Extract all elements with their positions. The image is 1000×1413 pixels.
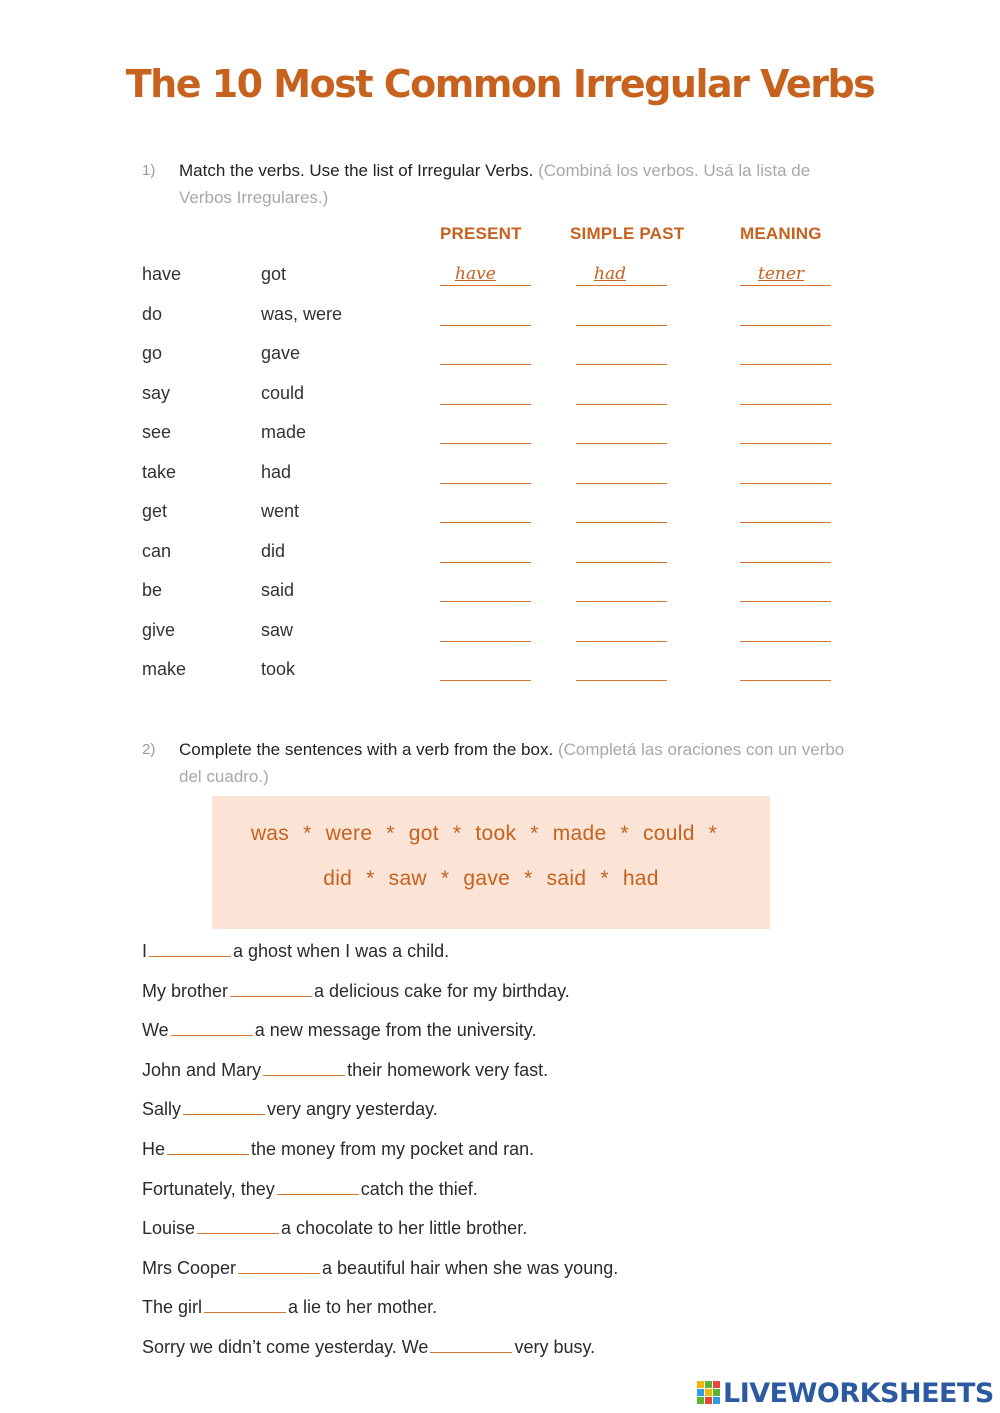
word-box-separator: *	[366, 867, 375, 890]
verb-left: get	[142, 501, 168, 521]
sentence-after: very angry yesterday.	[267, 1099, 438, 1120]
sentence-item	[142, 1297, 437, 1318]
brand-name: LIVEWORKSHEETS	[723, 1377, 994, 1409]
answer-blank-past[interactable]	[576, 679, 667, 681]
word-box-word: had	[622, 867, 659, 890]
answer-blank-meaning[interactable]	[740, 442, 831, 444]
example-answer-meaning: tener	[758, 264, 805, 284]
word-box-line-2	[212, 867, 770, 891]
verb-row	[0, 304, 1000, 344]
verb-right: was, were	[261, 303, 343, 324]
exercise-2-instruction-spanish: (Completá las oraciones con un verbo del cuadro.)	[179, 740, 845, 786]
answer-blank-meaning[interactable]	[740, 284, 831, 286]
sentence-before: Fortunately, they	[142, 1178, 275, 1199]
word-box-word: were	[325, 822, 373, 845]
column-header-simple-past: SIMPLE PAST	[570, 224, 685, 243]
verb-row	[0, 501, 1000, 541]
answer-blank-past[interactable]	[576, 403, 667, 405]
word-box-separator: *	[530, 822, 539, 845]
sentence-blank[interactable]	[263, 1062, 345, 1076]
column-header-present: PRESENT	[440, 224, 522, 243]
sentence-blank[interactable]	[277, 1181, 359, 1195]
sentence-item	[142, 1337, 595, 1358]
verb-row	[0, 620, 1000, 660]
verb-row	[0, 383, 1000, 423]
verb-right: went	[261, 501, 300, 521]
sentence-before: Louise	[142, 1218, 196, 1239]
word-box-separator: *	[386, 822, 395, 845]
word-box	[212, 796, 770, 929]
answer-blank-past[interactable]	[576, 640, 667, 642]
verb-left: do	[142, 303, 163, 324]
word-box-word: saw	[388, 867, 427, 890]
word-box-line-1	[212, 822, 770, 846]
answer-blank-past[interactable]	[576, 482, 667, 484]
answer-blank-meaning[interactable]	[740, 482, 831, 484]
answer-blank-present[interactable]	[440, 600, 531, 602]
sentence-after: a chocolate to her little brother.	[281, 1218, 528, 1239]
verb-right: took	[261, 659, 296, 679]
sentence-item	[142, 1020, 536, 1041]
verb-row	[0, 659, 1000, 699]
verb-right: made	[261, 422, 307, 442]
exercise-1-number: 1)	[142, 162, 156, 179]
word-box-word: took	[475, 822, 517, 845]
sentence-before: The girl	[142, 1297, 203, 1318]
verb-left: go	[142, 343, 163, 363]
exercise-1-instruction-spanish: (Combiná los verbos. Usá la lista de Verbos Irregulares.)	[179, 161, 811, 207]
verb-right: could	[261, 382, 305, 403]
sentence-after: catch the thief.	[360, 1178, 478, 1199]
sentence-before: John and Mary	[142, 1059, 262, 1080]
sentence-item	[142, 1218, 527, 1239]
word-box-word: did	[323, 867, 353, 890]
sentence-item	[142, 981, 570, 1002]
verb-right: said	[261, 580, 295, 600]
verb-left: can	[142, 540, 172, 561]
page-title: The 10 Most Common Irregular Verbs	[125, 62, 875, 106]
answer-blank-present[interactable]	[440, 640, 531, 642]
answer-blank-meaning[interactable]	[740, 640, 831, 642]
answer-blank-present[interactable]	[440, 561, 531, 563]
word-box-separator: *	[303, 822, 312, 845]
answer-blank-meaning[interactable]	[740, 561, 831, 563]
answer-blank-past[interactable]	[576, 442, 667, 444]
answer-blank-meaning[interactable]	[740, 363, 831, 365]
sentence-before: We	[142, 1020, 169, 1041]
sentence-before: I	[142, 941, 148, 961]
answer-blank-present[interactable]	[440, 284, 531, 286]
word-box-word: could	[642, 822, 695, 845]
sentence-item	[142, 1179, 478, 1200]
word-box-separator: *	[708, 822, 718, 845]
sentence-after: a lie to her mother.	[288, 1297, 438, 1318]
verb-right: had	[261, 461, 292, 482]
verb-row	[0, 580, 1000, 620]
verb-right: saw	[261, 619, 294, 640]
brand-footer	[697, 1378, 994, 1408]
sentence-before: Mrs Cooper	[142, 1257, 237, 1278]
verb-row	[0, 462, 1000, 502]
exercise-2-instruction-text: Complete the sentences with a verb from the box.	[179, 740, 554, 759]
exercise-2-instruction	[142, 736, 862, 790]
answer-blank-past[interactable]	[576, 284, 667, 286]
word-box-word: made	[552, 822, 607, 845]
sentence-blank[interactable]	[238, 1260, 320, 1274]
sentence-blank[interactable]	[204, 1299, 286, 1313]
sentence-item	[142, 941, 449, 962]
word-box-word: was	[250, 822, 290, 845]
sentence-after: their homework very fast.	[347, 1059, 549, 1080]
verb-left: give	[142, 619, 176, 640]
verb-left: take	[142, 461, 177, 482]
answer-blank-meaning[interactable]	[740, 600, 831, 602]
sentence-blank[interactable]	[230, 983, 312, 997]
sentence-before: He	[142, 1139, 166, 1159]
answer-blank-present[interactable]	[440, 403, 531, 405]
verb-row	[0, 343, 1000, 383]
word-box-separator: *	[440, 867, 450, 890]
sentence-before: My brother	[142, 980, 229, 1001]
exercise-1-instruction	[142, 157, 862, 211]
column-header-meaning: MEANING	[740, 224, 822, 243]
sentence-blank[interactable]	[167, 1141, 249, 1155]
word-box-word: said	[546, 867, 587, 890]
verb-right: got	[261, 264, 287, 284]
exercise-1-instruction-text: Match the verbs. Use the list of Irregular Verbs.	[179, 161, 534, 180]
sentence-blank[interactable]	[171, 1022, 253, 1036]
sentence-before: Sally	[142, 1099, 182, 1120]
answer-blank-present[interactable]	[440, 521, 531, 523]
answer-blank-past[interactable]	[576, 324, 667, 326]
answer-blank-present[interactable]	[440, 679, 531, 681]
sentence-blank[interactable]	[197, 1220, 279, 1234]
answer-blank-meaning[interactable]	[740, 403, 831, 405]
verb-left: see	[142, 422, 172, 442]
word-box-separator: *	[620, 822, 629, 845]
verb-row	[0, 264, 1000, 304]
answer-blank-meaning[interactable]	[740, 679, 831, 681]
sentence-item	[142, 1099, 438, 1120]
sentence-item	[142, 1258, 618, 1279]
sentence-blank[interactable]	[183, 1101, 265, 1115]
verb-right: gave	[261, 343, 301, 363]
verb-left: have	[142, 264, 182, 284]
verb-right: did	[261, 540, 286, 561]
verb-row	[0, 422, 1000, 462]
answer-blank-meaning[interactable]	[740, 324, 831, 326]
sentence-after: a delicious cake for my birthday.	[314, 980, 570, 1001]
word-box-word: got	[408, 822, 439, 845]
word-box-separator: *	[524, 867, 533, 890]
sentence-after: a new message from the university.	[254, 1020, 537, 1041]
example-answer-present: have	[455, 264, 496, 284]
verb-left: say	[142, 382, 171, 403]
answer-blank-present[interactable]	[440, 442, 531, 444]
example-answer-past: had	[594, 264, 626, 284]
sentence-blank[interactable]	[430, 1339, 512, 1353]
word-box-separator: *	[452, 822, 462, 845]
liveworksheets-logo-icon	[697, 1381, 721, 1405]
sentence-after: a ghost when I was a child.	[233, 941, 450, 961]
sentence-before: Sorry we didn’t come yesterday. We	[142, 1337, 429, 1357]
sentence-item	[142, 1060, 548, 1081]
answer-blank-past[interactable]	[576, 363, 667, 365]
answer-blank-past[interactable]	[576, 561, 667, 563]
answer-blank-past[interactable]	[576, 600, 667, 602]
sentence-blank[interactable]	[149, 943, 231, 957]
word-box-separator: *	[600, 867, 609, 890]
sentence-item	[142, 1139, 534, 1160]
word-box-word: gave	[463, 867, 511, 890]
verb-left: be	[142, 580, 163, 600]
verb-row	[0, 541, 1000, 581]
exercise-2-number: 2)	[142, 741, 156, 758]
answer-blank-present[interactable]	[440, 324, 531, 326]
answer-blank-present[interactable]	[440, 363, 531, 365]
sentence-after: a beautiful hair when she was young.	[322, 1257, 619, 1278]
answer-blank-present[interactable]	[440, 482, 531, 484]
answer-blank-meaning[interactable]	[740, 521, 831, 523]
answer-blank-past[interactable]	[576, 521, 667, 523]
verb-left: make	[142, 659, 187, 679]
sentence-after: the money from my pocket and ran.	[251, 1139, 535, 1159]
sentence-after: very busy.	[514, 1337, 596, 1357]
